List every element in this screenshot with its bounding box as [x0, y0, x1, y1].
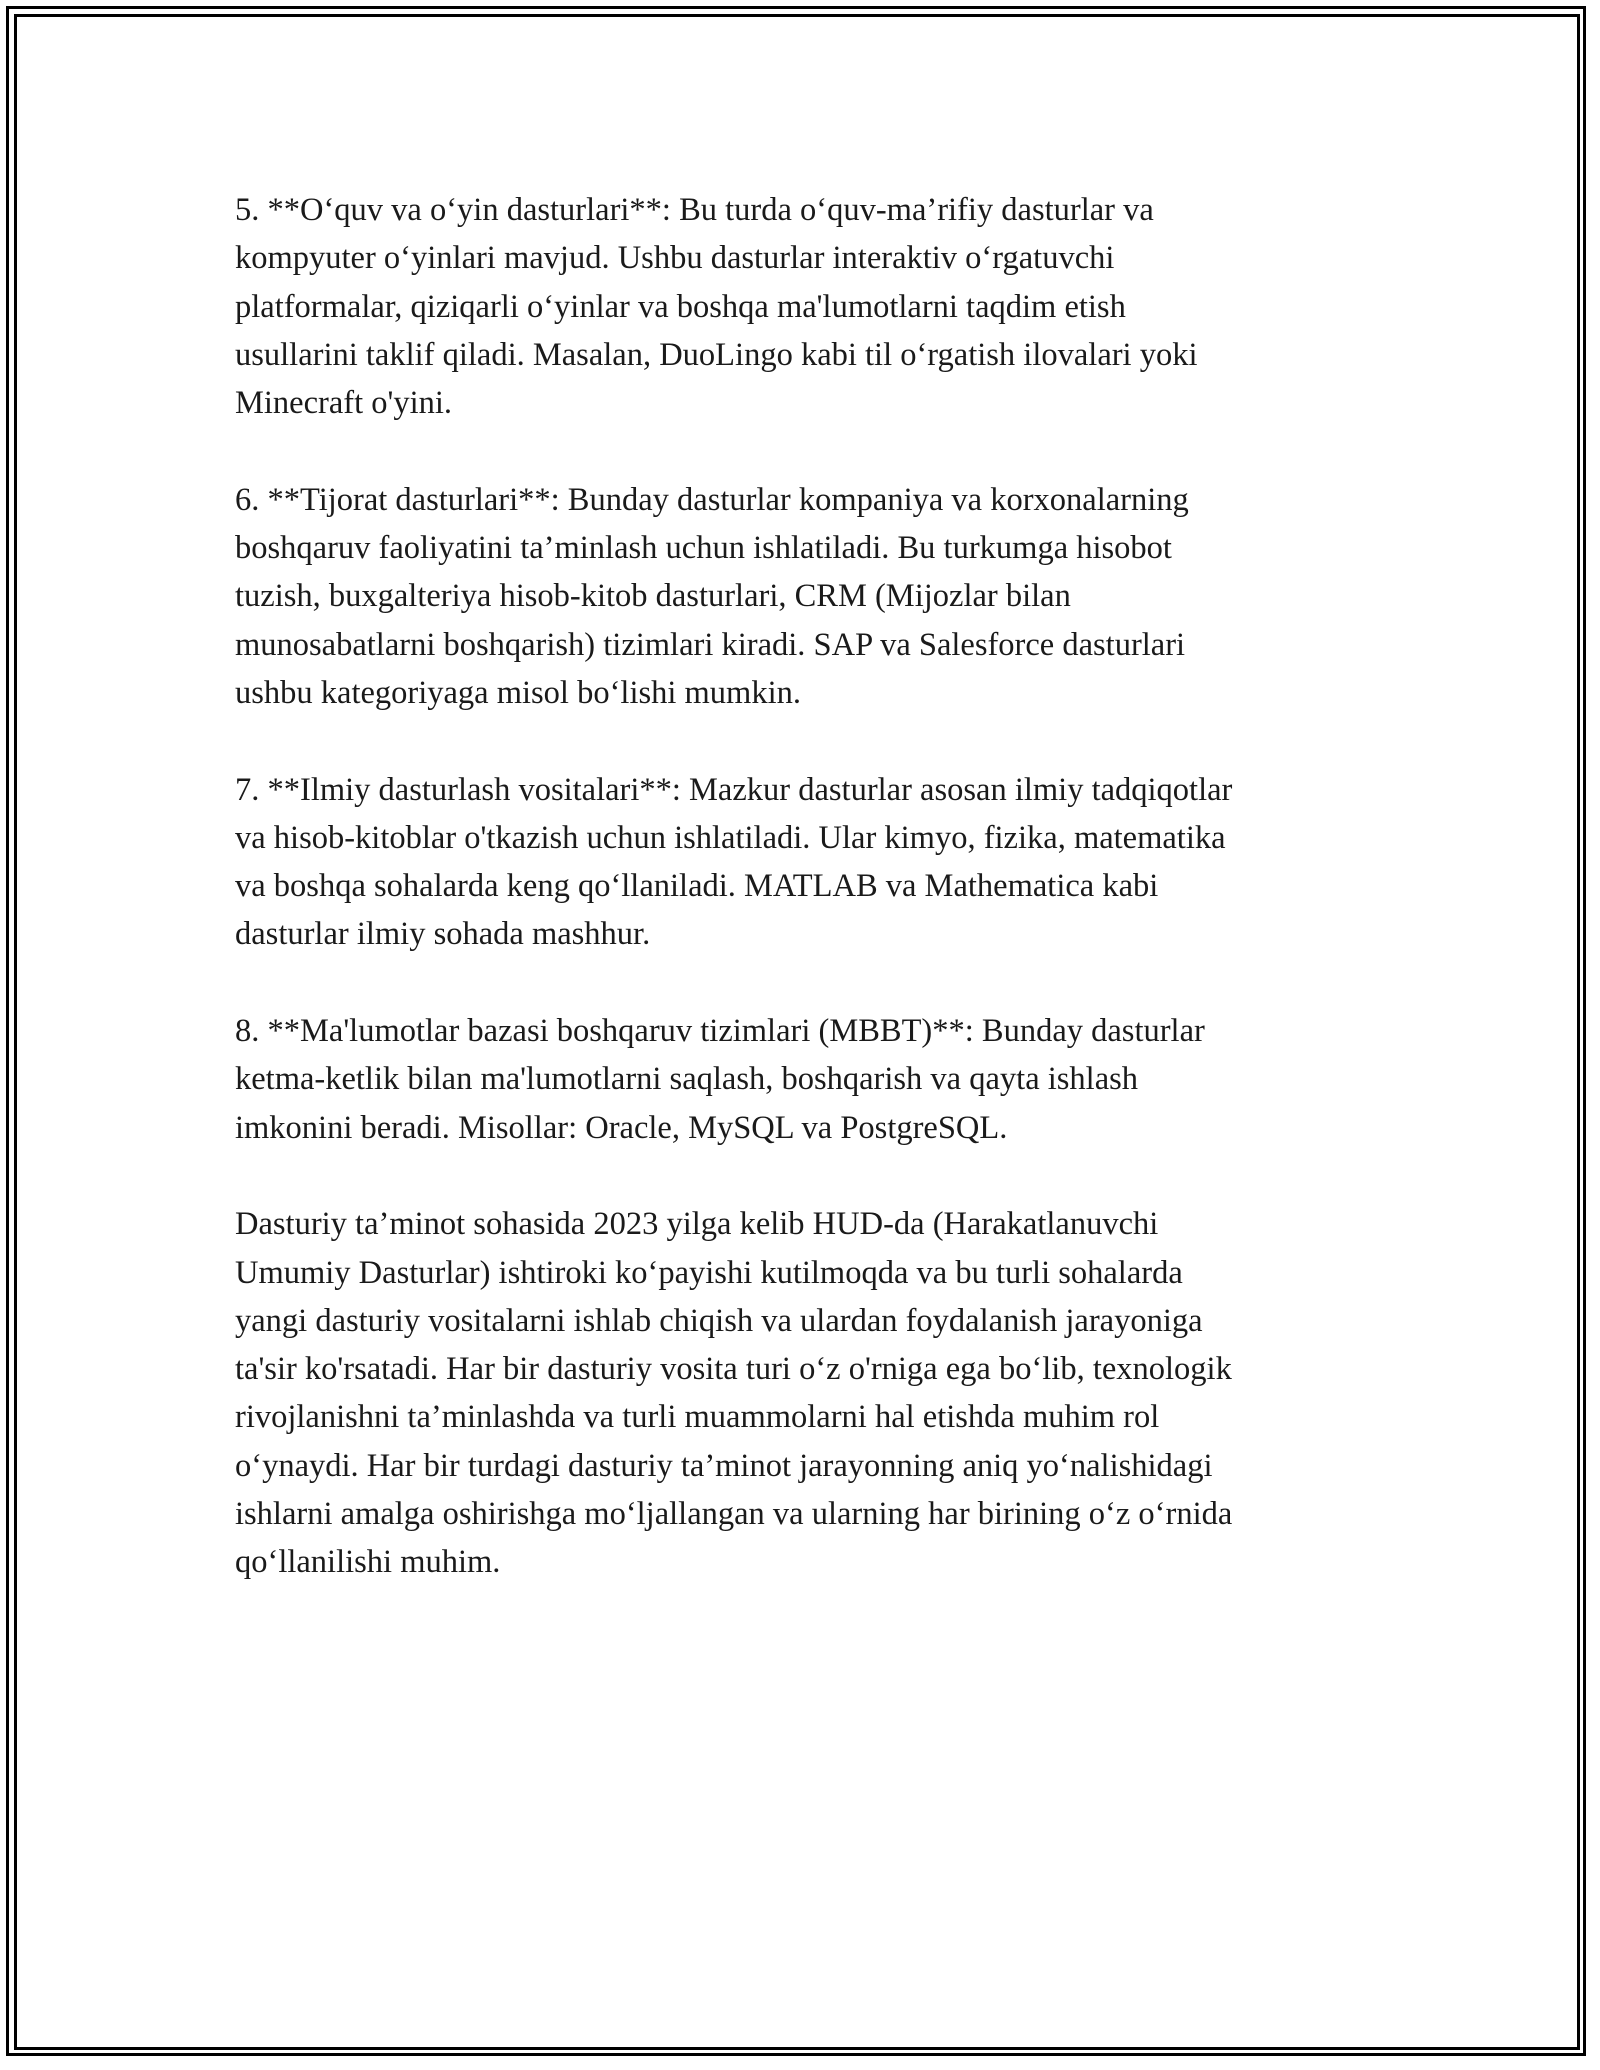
text-line: Umumiy Dasturlar) ishtiroki ko‘payishi kutilmoqda va bu turli sohalarda [235, 1254, 1183, 1291]
text-line: boshqaruv faoliyatini ta’minlash uchun ishlatiladi. Bu turkumga hisobot [235, 530, 1172, 567]
text-line: 6. **Tijorat dasturlari**: Bunday dasturlar kompaniya va korxonalarning [235, 481, 1189, 518]
text-line: rivojlanishni ta’minlashda va turli muammolarni hal etishda muhim rol [235, 1399, 1160, 1436]
paragraph-educational-software [235, 186, 1375, 427]
text-line: ketma-ketlik bilan ma'lumotlarni saqlash, boshqarish va qayta ishlash [235, 1061, 1139, 1098]
text-line: 5. **O‘quv va o‘yin dasturlari**: Bu turda o‘quv-ma’rifiy dasturlar va [235, 192, 1154, 228]
text-line: ta'sir ko'rsatadi. Har bir dasturiy vosita turi o‘z o'rniga ega bo‘lib, texnologik [235, 1351, 1232, 1388]
text-line: tuzish, buxgalteriya hisob-kitob dasturlari, CRM (Mijozlar bilan [235, 578, 1071, 615]
paragraph-scientific-tools [235, 766, 1375, 959]
text-line: 8. **Ma'lumotlar bazasi boshqaruv tizimlari (MBBT)**: Bunday dasturlar [235, 1013, 1205, 1050]
text-line: imkonini beradi. Misollar: Oracle, MySQL va PostgreSQL. [235, 1109, 1008, 1146]
text-line: ushbu kategoriyaga misol bo‘lishi mumkin. [235, 674, 801, 711]
text-line: o‘ynaydi. Har bir turdagi dasturiy ta’minot jarayonning aniq yo‘nalishidagi [235, 1447, 1213, 1484]
text-line: va hisob-kitoblar o'tkazish uchun ishlatiladi. Ular kimyo, fizika, matematika [235, 819, 1226, 856]
document-body [235, 186, 1375, 1635]
text-line: 7. **Ilmiy dasturlash vositalari**: Mazkur dasturlar asosan ilmiy tadqiqotlar [235, 771, 1233, 808]
text-line: Minecraft o'yini. [235, 385, 453, 422]
text-line: va boshqa sohalarda keng qo‘llaniladi. MATLAB va Mathematica kabi [235, 868, 1159, 905]
paragraph-database-systems [235, 1007, 1375, 1152]
text-line: yangi dasturiy vositalarni ishlab chiqish va ulardan foydalanish jarayoniga [235, 1302, 1203, 1339]
text-line: platformalar, qiziqarli o‘yinlar va boshqa ma'lumotlarni taqdim etish [235, 288, 1126, 325]
text-line: usullarini taklif qiladi. Masalan, DuoLingo kabi til o‘rgatish ilovalari yoki [235, 336, 1198, 373]
text-line: Dasturiy ta’minot sohasida 2023 yilga kelib HUD-da (Harakatlanuvchi [235, 1206, 1159, 1243]
text-line: dasturlar ilmiy sohada mashhur. [235, 916, 651, 953]
text-line: kompyuter o‘yinlari mavjud. Ushbu dasturlar interaktiv o‘rgatuvchi [235, 240, 1115, 277]
text-line: qo‘llanilishi muhim. [235, 1544, 501, 1581]
text-line: ishlarni amalga oshirishga mo‘ljallangan va ularning har birining o‘z o‘rnida [235, 1496, 1233, 1533]
paragraph-commercial-software [235, 476, 1375, 717]
text-line: munosabatlarni boshqarish) tizimlari kiradi. SAP va Salesforce dasturlari [235, 626, 1186, 663]
paragraph-conclusion [235, 1200, 1375, 1586]
